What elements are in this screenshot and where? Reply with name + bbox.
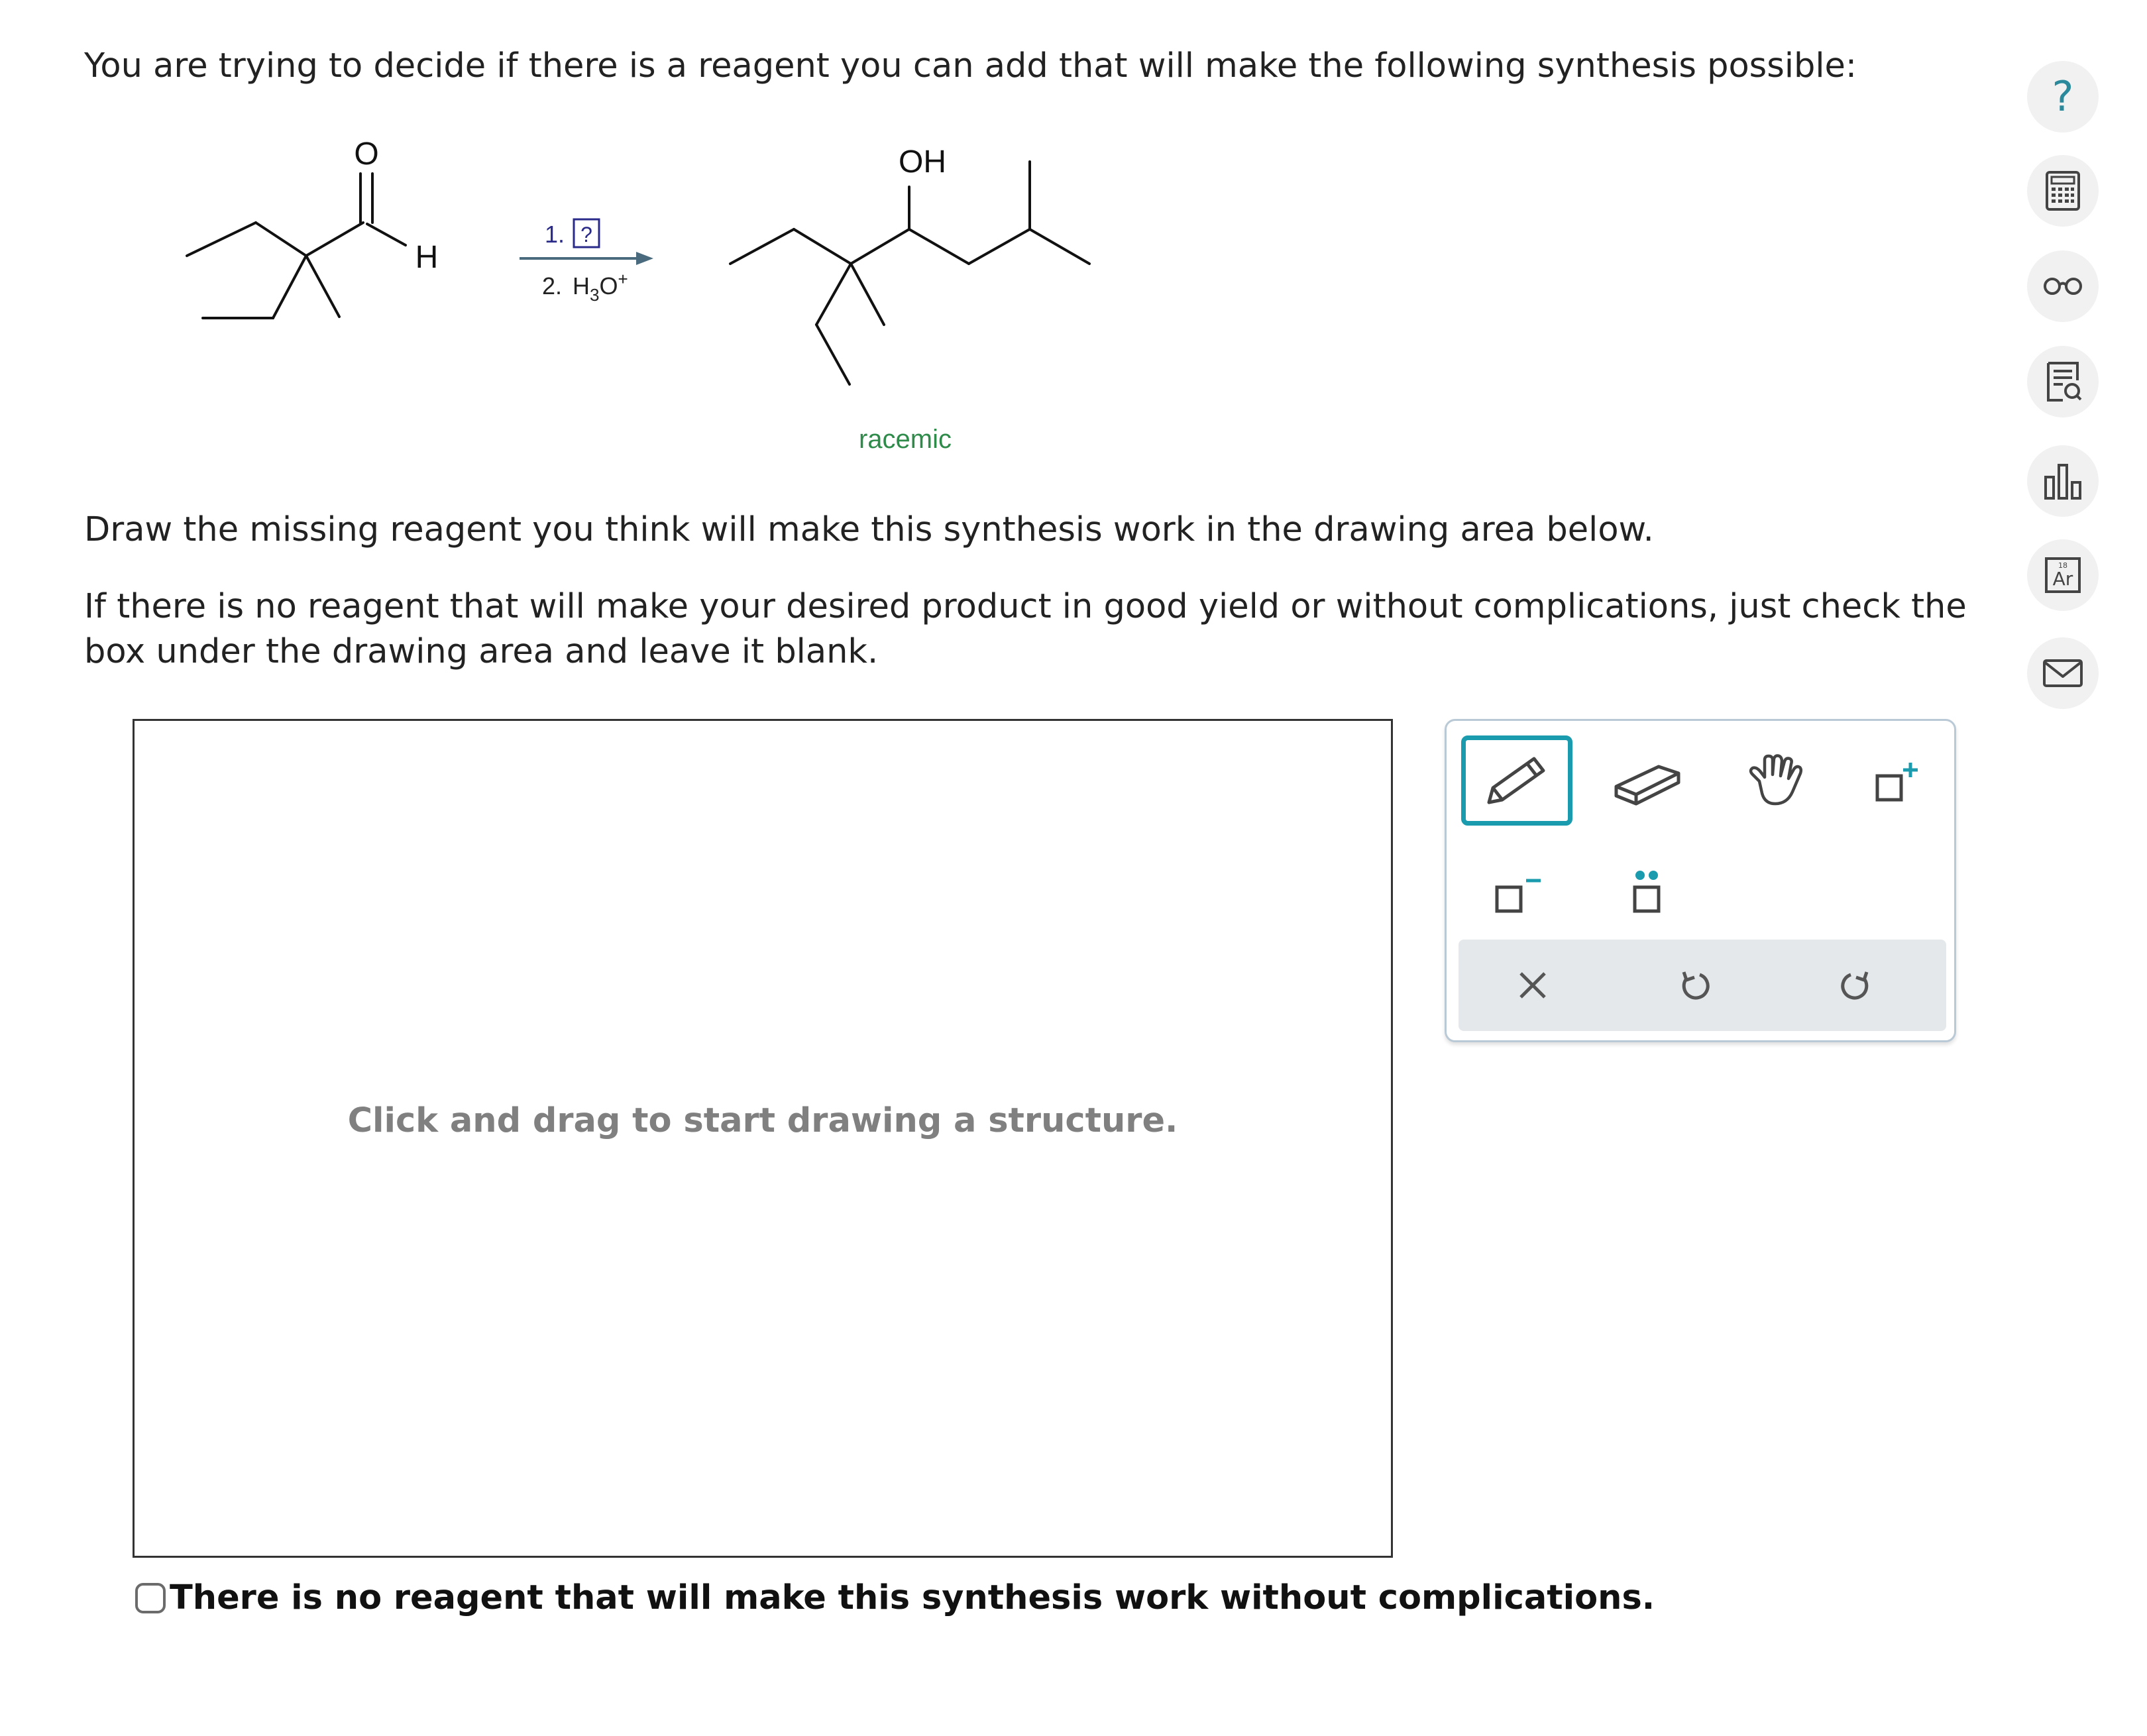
bond xyxy=(256,223,306,256)
no-reagent-label[interactable]: There is no reagent that will make this synthesis work without complications. xyxy=(170,1578,1655,1617)
step2-label: 2. $H_3O^+$ xyxy=(542,269,628,305)
racemic-label: racemic xyxy=(858,425,952,454)
no-reagent-checkbox[interactable] xyxy=(135,1583,166,1613)
bond xyxy=(816,325,850,384)
pan-tool-button[interactable] xyxy=(1721,735,1832,826)
calculator-button[interactable] xyxy=(2027,155,2099,227)
lone-pair-tool-button[interactable] xyxy=(1591,847,1702,937)
bond xyxy=(306,223,363,256)
charge-tool-button[interactable] xyxy=(1461,847,1572,937)
clear-icon xyxy=(1513,965,1553,1005)
oxygen-label: O xyxy=(354,136,379,172)
bond xyxy=(816,264,851,325)
redo-icon xyxy=(1836,965,1876,1005)
step1-number: 1. xyxy=(545,221,565,248)
question-intro: You are trying to decide if there is a reagent you can add that will make the following synthesis possible: xyxy=(84,46,1857,85)
reactant-structure xyxy=(187,174,406,318)
bond xyxy=(1030,229,1089,264)
template-add-icon xyxy=(1853,751,1933,810)
mail-icon xyxy=(2042,657,2084,690)
canvas-hint: Click and drag to start drawing a structure. xyxy=(347,1101,1178,1140)
notes-button[interactable] xyxy=(2027,346,2099,417)
data-chart-button[interactable] xyxy=(2027,445,2099,517)
missing-reagent-glyph: ? xyxy=(580,223,592,246)
periodic-table-button[interactable] xyxy=(2027,539,2099,611)
reaction-conditions xyxy=(520,219,653,305)
product-structure xyxy=(730,162,1089,384)
action-bar xyxy=(1459,940,1946,1031)
reader-button[interactable] xyxy=(2027,250,2099,322)
clear-button[interactable] xyxy=(1466,940,1599,1031)
reaction-scheme xyxy=(0,0,1127,477)
pan-hand-icon xyxy=(1737,751,1816,810)
no-reagent-checkbox-row[interactable] xyxy=(135,1577,1655,1619)
help-button[interactable] xyxy=(2027,61,2099,133)
undo-button[interactable] xyxy=(1628,940,1761,1031)
periodic-number: 18 xyxy=(2058,561,2067,570)
hydroxyl-label: OH xyxy=(899,144,946,180)
periodic-symbol: Ar xyxy=(2052,567,2073,590)
lone-pair-icon xyxy=(1607,862,1686,922)
bond xyxy=(306,256,339,317)
periodic-table-icon xyxy=(2045,557,2081,593)
question-instruction: Draw the missing reagent you think will make this synthesis work in the drawing area below. xyxy=(84,510,1654,549)
notes-icon xyxy=(2043,360,2083,403)
undo-icon xyxy=(1675,965,1714,1005)
bond xyxy=(730,229,794,264)
pencil-tool-button[interactable] xyxy=(1461,735,1572,826)
glasses-icon xyxy=(2042,273,2084,299)
bond xyxy=(851,264,884,325)
drawing-canvas[interactable] xyxy=(133,719,1393,1558)
redo-button[interactable] xyxy=(1790,940,1922,1031)
bond xyxy=(969,229,1030,264)
charge-icon xyxy=(1477,862,1557,922)
message-button[interactable] xyxy=(2027,637,2099,709)
bond xyxy=(367,224,406,245)
pencil-icon xyxy=(1477,751,1557,810)
bond xyxy=(851,229,909,264)
reaction-arrowhead xyxy=(636,252,653,265)
hydrogen-label: H xyxy=(415,240,439,275)
question-note: If there is no reagent that will make your desired product in good yield or without complications, just check the box under the drawing area and leave it blank. xyxy=(84,587,1967,671)
help-icon: ? xyxy=(2052,72,2074,121)
eraser-icon xyxy=(1607,751,1686,810)
bond xyxy=(187,223,256,256)
calculator-icon xyxy=(2043,170,2083,212)
bond xyxy=(273,256,306,318)
drawing-toolbox xyxy=(1445,719,1956,1042)
bond xyxy=(909,229,969,264)
add-template-button[interactable] xyxy=(1838,735,1949,826)
bond xyxy=(794,229,851,264)
bar-chart-icon xyxy=(2042,460,2084,502)
eraser-tool-button[interactable] xyxy=(1591,735,1702,826)
